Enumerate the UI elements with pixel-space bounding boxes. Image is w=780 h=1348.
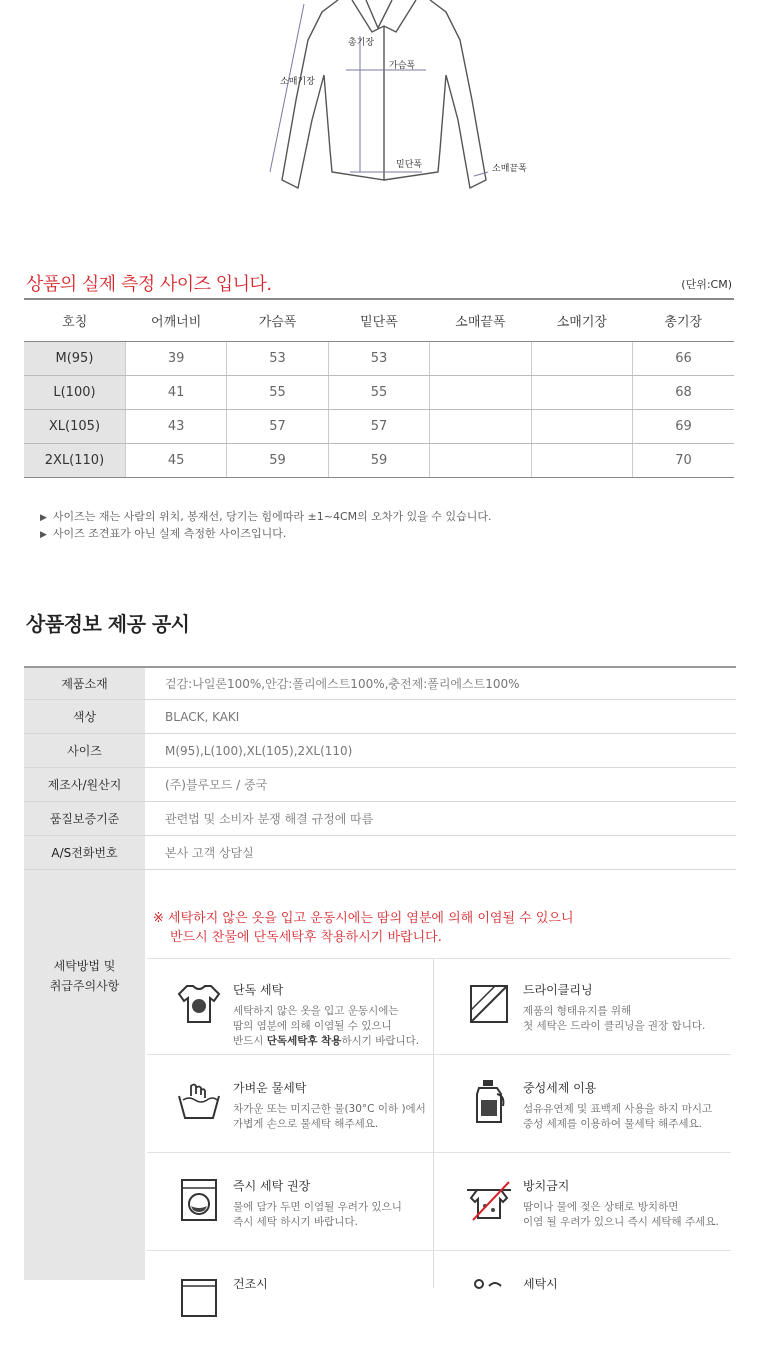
table-cell: 55 — [328, 375, 429, 409]
wash-item-desc: 땀이나 물에 젖은 상태로 방치하면 이염 될 우려가 있으니 즉시 세탁해 주세요. — [523, 1201, 719, 1228]
product-info-table — [24, 666, 736, 870]
wash-label-line: 취급주의사항 — [49, 979, 120, 993]
hem-label: 밑단폭 — [396, 160, 423, 170]
info-section-title: 상품정보 제공 공시 — [26, 612, 190, 636]
wash-label — [24, 870, 145, 1280]
info-value: M(95),L(100),XL(105),2XL(110) — [165, 743, 353, 758]
wash-item-desc: 차가운 또는 미지근한 물(30°C 이하 )에서 가볍게 손으로 물세탁 해주세요. — [233, 1103, 426, 1130]
table-cell — [430, 443, 531, 477]
wash-item-dry-clean — [437, 958, 727, 1054]
table-cell — [531, 443, 632, 477]
table-cell: 57 — [328, 409, 429, 443]
wash-item-title: 세탁시 — [523, 1277, 558, 1291]
wash-item-title: 방치금지 — [523, 1179, 570, 1193]
table-row — [24, 341, 734, 375]
info-row-manufacturer — [24, 768, 736, 802]
jacket-outline-icon — [0, 0, 780, 200]
info-value: (주)블루모드 / 중국 — [165, 778, 268, 792]
info-row-as-phone — [24, 836, 736, 870]
table-row — [24, 409, 734, 443]
table-cell: 70 — [633, 443, 734, 477]
table-cell: 59 — [328, 443, 429, 477]
table-cell — [430, 409, 531, 443]
wash-item-wash-immediately — [147, 1154, 437, 1250]
header-hem: 밑단폭 — [328, 299, 429, 341]
size-table — [24, 298, 734, 478]
detergent-icon — [465, 1078, 513, 1126]
info-label: 사이즈 — [24, 734, 145, 767]
size-table-header — [24, 299, 734, 341]
table-cell — [531, 341, 632, 375]
drying-icon — [175, 1274, 223, 1322]
header-sleeve: 소매기장 — [531, 299, 632, 341]
info-row-size — [24, 734, 736, 768]
wash-item-desc: 섬유유연제 및 표백제 사용을 하지 마시고 중성 세제를 이용하여 물세탁 해주세요. — [523, 1103, 713, 1130]
wash-item-neutral-detergent — [437, 1056, 727, 1152]
size-name-cell: M(95) — [24, 341, 125, 375]
info-row-color — [24, 700, 736, 734]
wash-item-desc: 제품의 형태유지를 위해 첫 세탁은 드라이 클리닝을 권장 합니다. — [523, 1005, 706, 1032]
info-value: 관련법 및 소비자 분쟁 해결 규정에 따름 — [165, 812, 374, 826]
washing-icon — [465, 1274, 513, 1322]
table-cell: 57 — [227, 409, 328, 443]
info-row-material — [24, 666, 736, 700]
total-length-label: 총기장 — [348, 38, 375, 48]
header-total-length: 총기장 — [633, 299, 734, 341]
table-cell: 55 — [227, 375, 328, 409]
no-leaving-icon — [465, 1176, 513, 1224]
wash-item-title: 중성세제 이용 — [523, 1081, 597, 1095]
wash-item-do-not-leave — [437, 1154, 727, 1250]
table-cell: 39 — [125, 341, 226, 375]
wash-item-title: 드라이클리닝 — [523, 983, 593, 997]
info-label: 제품소재 — [24, 668, 145, 699]
table-cell — [531, 409, 632, 443]
wash-item-title: 건조시 — [233, 1277, 268, 1291]
chest-label: 가슴폭 — [389, 61, 416, 71]
wash-item-desc: 물에 담가 두면 이염될 우려가 있으니 즉시 세탁 하시기 바랍니다. — [233, 1201, 402, 1228]
wash-item-title: 단독 세탁 — [233, 983, 284, 997]
size-notes — [40, 509, 492, 543]
wash-item-hand-wash — [147, 1056, 437, 1152]
size-name-cell: L(100) — [24, 375, 125, 409]
wash-item-single-wash — [147, 958, 437, 1054]
table-cell: 69 — [633, 409, 734, 443]
info-value: 본사 고객 상담실 — [165, 846, 254, 860]
info-label: 색상 — [24, 700, 145, 733]
jacket-measurement-diagram — [0, 0, 780, 200]
size-name-cell: 2XL(110) — [24, 443, 125, 477]
dry-clean-icon — [465, 980, 513, 1028]
wash-item-desc: 세탁하지 않은 옷을 입고 운동시에는 땀의 염분에 의해 이염될 수 있으니 반드시 단독세탁후 착용하시기 바랍니다. — [233, 1005, 420, 1047]
info-label: 품질보증기준 — [24, 802, 145, 835]
info-value: 겉감:나일론100%,안감:폴리에스트100%,충전제:폴리에스트100% — [165, 677, 520, 691]
info-label: A/S전화번호 — [24, 836, 145, 869]
info-value: BLACK, KAKI — [165, 709, 240, 724]
header-shoulder: 어깨너비 — [125, 299, 226, 341]
washing-machine-icon — [175, 1176, 223, 1224]
table-cell — [430, 341, 531, 375]
table-cell: 66 — [633, 341, 734, 375]
wash-body — [145, 870, 736, 1291]
info-row-warranty — [24, 802, 736, 836]
size-note: ▶ 사이즈 조견표가 아닌 실제 측정한 사이즈입니다. — [40, 526, 492, 543]
table-cell — [430, 375, 531, 409]
header-size-name: 호칭 — [24, 299, 125, 341]
wash-item-title: 가벼운 물세탁 — [233, 1081, 307, 1095]
table-cell: 43 — [125, 409, 226, 443]
wash-warning-line: 반드시 찬물에 단독세탁후 착용하시기 바랍니다. — [170, 930, 442, 945]
table-cell: 53 — [328, 341, 429, 375]
size-note: ▶ 사이즈는 재는 사람의 위치, 봉재선, 당기는 힘에따라 ±1~4CM의 오차가 있을 수 있습니다. — [40, 509, 492, 526]
sleeve-length-label: 소매기장 — [280, 77, 315, 87]
table-cell: 45 — [125, 443, 226, 477]
hand-wash-icon — [175, 1078, 223, 1126]
unit-label: (단위:CM) — [681, 278, 732, 291]
size-name-cell: XL(105) — [24, 409, 125, 443]
table-cell — [531, 375, 632, 409]
header-cuff: 소매끝폭 — [430, 299, 531, 341]
header-chest: 가슴폭 — [227, 299, 328, 341]
info-label: 제조사/원산지 — [24, 768, 145, 801]
table-row — [24, 375, 734, 409]
wash-item-washing — [437, 1252, 727, 1348]
size-section-title: 상품의 실제 측정 사이즈 입니다. — [26, 274, 272, 295]
table-cell: 41 — [125, 375, 226, 409]
cuff-label: 소매끝폭 — [492, 164, 527, 174]
table-cell: 59 — [227, 443, 328, 477]
wash-item-drying — [147, 1252, 437, 1348]
wash-warning-line: ※ 세탁하지 않은 옷을 입고 운동시에는 땀의 염분에 의해 이염될 수 있으니 — [153, 911, 574, 926]
wash-label-line: 세탁방법 및 — [53, 959, 116, 973]
table-row — [24, 443, 734, 477]
wash-instructions — [24, 870, 736, 1291]
wash-warning — [153, 909, 574, 947]
table-cell: 68 — [633, 375, 734, 409]
t-shirt-icon — [175, 980, 223, 1028]
wash-item-title: 즉시 세탁 권장 — [233, 1179, 311, 1193]
table-cell: 53 — [227, 341, 328, 375]
